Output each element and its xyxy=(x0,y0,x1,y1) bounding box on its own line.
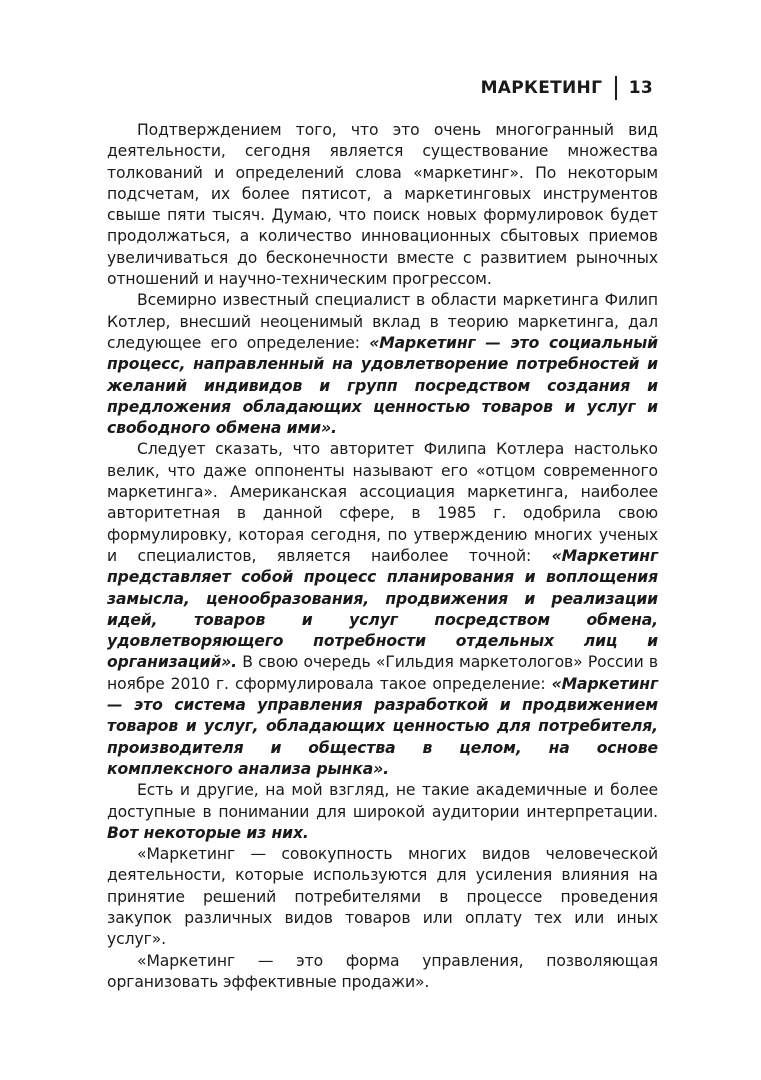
paragraph-2 xyxy=(107,290,658,439)
guild-intro: В свою очередь «Гильдия маркетологов» России в ноябре 2010 г. сформулировала такое определение: xyxy=(107,653,658,693)
section-title: МАРКЕТИНГ xyxy=(480,78,603,98)
paragraph-3 xyxy=(107,439,658,780)
page-number: 13 xyxy=(628,78,653,98)
interpretations-lead-in: Вот некоторые из них. xyxy=(107,823,309,842)
kotler-definition: «Маркетинг — это социальный процесс, направленный на удовлетворение потребностей и желаний индивидов и групп посредством создания и предложения обладающих ценностью товаров и услуг и свободного обмена ими». xyxy=(107,333,658,438)
header-separator xyxy=(615,76,617,100)
paragraph-6: «Маркетинг — это форма управления, позволяющая организовать эффективные продажи». xyxy=(107,951,658,991)
paragraph-5: «Маркетинг — совокупность многих видов человеческой деятельности, которые используются для усиления влияния на принятие решений потребителями в процессе проведения закупок различных видов товаров или оплату тех или иных услуг». xyxy=(107,845,658,949)
kotler-intro: Всемирно известный специалист в области маркетинга Филип Котлер, внесший неоценимый вклад в теорию маркетинга, дал следующее его определение: xyxy=(107,291,658,352)
ama-intro: Следует сказать, что авторитет Филипа Котлера настолько велик, что даже оппоненты называют его «отцом современного маркетинга». Американская ассоциация маркетинга, наиболее авторитетная в данной сфере, в 1985 г. одобрила свою формулировку, которая сегодня, по утверждению многих ученых и специалистов, является наиболее точной: xyxy=(107,440,658,565)
body-text xyxy=(107,120,658,993)
paragraph-1: Подтверждением того, что это очень многогранный вид деятельности, сегодня является существование множества толкований и определений слова «маркетинг». По некоторым подсчетам, их более пятисот, а маркетинговых инструментов свыше пяти тысяч. Думаю, что поиск новых формулировок будет продолжаться, а количество инновационных сбытовых приемов увеличиваться до бесконечности вместе с развитием рыночных отношений и научно-техническим прогрессом. xyxy=(107,121,658,289)
interpretations-intro: Есть и другие, на мой взгляд, не такие академичные и более доступные в понимании для широкой аудитории интерпретации. xyxy=(107,781,658,821)
guild-definition: «Маркетинг — это система управления разработкой и продвижением товаров и услуг, обладающих ценностью для потребителя, производителя и общества в целом, на основе комплексного анализа рынка». xyxy=(107,674,658,778)
running-head xyxy=(481,74,653,102)
ama-definition: «Маркетинг представляет собой процесс планирования и воплощения замысла, ценообразования, продвижения и реализации идей, товаров и услуг посредством обмена, удовлетворяющего потребности отдельных лиц и организаций». xyxy=(107,546,658,672)
paragraph-4 xyxy=(107,780,658,844)
